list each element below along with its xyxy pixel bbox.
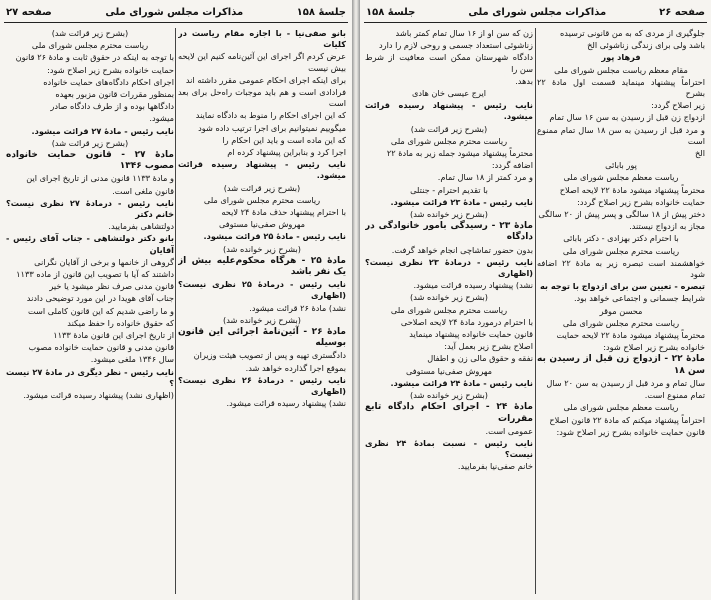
paragraph: ریاست محترم مجلس شورای ملی: [390, 304, 508, 315]
paragraph: (بشرح زیر قرائت شد): [51, 137, 129, 148]
paragraph: نشد) پیشنهاد رسیده قرائت میشود.: [226, 398, 346, 409]
paragraph: قانون ملغی است.: [112, 185, 174, 196]
paragraph: باشد ولی برای زندگی زناشوئی الخ: [587, 40, 705, 51]
paragraph: از تاریخ اجرای این قانون مادهٔ ۱۱۳۳: [53, 330, 174, 341]
page-26: [360, 0, 711, 600]
paragraph: نایب رئیس - پیشنهاد رسیده قرائت میشود.: [365, 100, 533, 122]
paragraph: ایرج عیسی خان هادی: [411, 88, 487, 99]
paragraph: دختر پیش از ۱۸ سالگی و پسر پیش از ۲۰ سالگی: [538, 209, 705, 220]
page-number: صفحه ۲۶: [659, 6, 705, 18]
paragraph: زن که سن او از ۱۶ سال تمام کمتر باشد: [395, 28, 533, 38]
session-number: جلسهٔ ۱۵۸: [296, 6, 346, 18]
paragraph: دادگاهها بوده و از طرف دادگاه صادر: [50, 101, 174, 112]
paragraph: زناشوئی استعداد جسمی و روحی لازم را دارد: [378, 40, 533, 51]
paragraph: اضافه گردد:: [491, 160, 533, 171]
paragraph: شرایط جسمانی و اجتماعی خواهد بود.: [573, 293, 705, 304]
publication-title: مذاکرات مجلس شورای ملی: [105, 6, 244, 18]
text-column-right: [537, 28, 705, 596]
paragraph: نشد) پیشنهاد رسیده قرائت میشود.: [413, 280, 533, 291]
paragraph: داشتند که آیا با تصویب این قانون از ماده ۱۱۳۳: [16, 269, 174, 280]
paragraph: (اظهاری نشد) پیشنهاد رسیده قرائت میشود.: [23, 390, 174, 401]
paragraph: ریاست محترم مجلس شورای ملی: [31, 40, 149, 51]
paragraph: فرهاد پور: [601, 52, 641, 63]
paragraph: با احترام پیشنهاد حذف مادهٔ ۲۴ لایحه: [221, 207, 346, 218]
text-column-right: [178, 28, 346, 596]
paragraph: نایب رئیس - نسبت بمادهٔ ۲۴ نظری نیست؟: [365, 437, 533, 460]
paragraph: عرض کردم اگر اجرای این آئین‌نامه کنیم این لایحه بیش نیست: [178, 51, 346, 73]
paragraph: مادهٔ ۲۶ - آئین‌نامهٔ اجرائی این قانون بوسیله: [178, 327, 346, 349]
paragraph: حمایت خانواده بشرح زیر اصلاح گردد:: [577, 196, 705, 207]
paragraph: (بشرح زیر قرائت شد): [410, 123, 488, 134]
paragraph: (بشرح زیر خوانده شد): [410, 390, 488, 401]
paragraph: نایب رئیس - مادهٔ ۲۷ قرائت میشود.: [31, 125, 174, 136]
paragraph: خانم صفی‌نیا بفرمایید.: [457, 461, 533, 472]
paragraph: مهروش صفی‌نیا مستوفی: [218, 219, 306, 230]
header-rule: [364, 22, 707, 23]
page-header: [6, 4, 346, 20]
paragraph: که این ماده است و باید این احکام را: [222, 134, 346, 145]
paragraph: عمومی است.: [485, 425, 533, 436]
paragraph: دادگستری تهیه و پس از تصویب هیئت وزیران: [193, 350, 346, 361]
paragraph: و مرد قبل از رسیدن به سن ۱۸ سال تمام ممنوع است: [537, 124, 705, 146]
paragraph: نایب رئیس - مادهٔ ۲۳ قرائت میشود.: [390, 196, 533, 207]
paragraph: قانون مدنی و قانون حمایت خانواده مصوب: [28, 342, 174, 353]
paragraph: اجرای احکام دادگاه‌های حمایت خانواده: [43, 76, 174, 87]
column-separator: [535, 28, 536, 594]
paragraph: ریاست محترم مجلس شورای ملی: [562, 245, 680, 256]
paragraph: بدون حضور تماشاچی انجام خواهد گرفت.: [391, 244, 533, 255]
page-27: [0, 0, 352, 600]
paragraph: مقام معظم ریاست مجلس شورای ملی: [554, 64, 688, 75]
book-gutter: [352, 0, 360, 600]
paragraph: احتراماً پیشنهاد میکنم که مادهٔ ۲۲ قانون اصلاح: [549, 414, 705, 425]
paragraph: نایب رئیس - مادهٔ ۲۵ قرائت میشود.: [203, 231, 346, 242]
paragraph: نایب رئیس - نظر دیگری در مادهٔ ۲۷ نیست ؟: [6, 366, 174, 388]
paragraph: نفقه و حقوق مالی زن و اطفال: [427, 353, 533, 364]
paragraph: ریاست معظم مجلس شورای ملی: [563, 172, 679, 183]
paragraph: که حقوق خانواده را حفظ میکند: [67, 317, 174, 328]
column-separator: [175, 28, 176, 594]
paragraph: ازدواج زن قبل از رسیدن به سن ۱۶ سال تمام: [549, 112, 705, 123]
paragraph: نایب رئیس - درمادهٔ ۲۵ نظری نیست؟ (اظهاری: [178, 279, 346, 301]
page-header: [366, 4, 705, 20]
paragraph: محسن موقر: [599, 305, 643, 316]
paragraph: (بشرح زیر قرائت شد): [51, 28, 129, 38]
paragraph: و مرد کمتر از ۱۸ سال تمام.: [437, 172, 533, 183]
paragraph: با توجه به اینکه در حقوق ثابت و مادهٔ ۲۶ قانون: [15, 52, 174, 63]
paragraph: ریاست محترم مجلس شورای ملی: [203, 194, 321, 205]
paragraph: سال ۱۳۴۶ ملغی میشود.: [90, 354, 174, 365]
text-column-left: [365, 28, 533, 596]
paragraph: تمام ممنوع است.: [644, 390, 705, 401]
paragraph: قانون مدنی صرف نظر میشود یا خیر: [49, 281, 174, 292]
paragraph: نایب رئیس - درمادهٔ ۲۶ نظری نیست؟ (اظهاری: [178, 374, 346, 397]
paragraph: با احترام دکتر بهزادی - دکتر بابائی: [563, 233, 679, 244]
paragraph: قانون حمایت خانواده بشرح زیر اصلاح شود:: [556, 426, 705, 437]
publication-title: مذاکرات مجلس شورای ملی: [468, 6, 607, 18]
paragraph: قانون حمایت خانواده پیشنهاد مینماید: [409, 329, 533, 340]
paragraph: برای اینکه اجرای احکام عمومی مقرر داشته اند: [185, 74, 346, 85]
paragraph: مجاز به ازدواج نیستند.: [629, 221, 705, 232]
paragraph: مادهٔ ۲۷ - قانون حمایت خانواده مصوب ۱۳۴۶: [6, 150, 174, 172]
paragraph: ریاست محترم مجلس شورای ملی: [562, 317, 680, 328]
paragraph: محترماً پیشنهاد میشود مادهٔ ۲۲ لایحه اصلاح: [559, 184, 705, 195]
paragraph: میگوییم نمیتوانیم برای اجرا ترتیب داده شود: [198, 122, 346, 133]
paragraph: نایب رئیس - پیشنهاد رسیده قرائت میشود.: [178, 159, 346, 181]
paragraph: بدهد.: [515, 75, 533, 86]
header-rule: [4, 22, 348, 23]
paragraph: بانو دکتر دولتشاهی - جناب آقای رئیس - آقایان: [6, 233, 174, 255]
paragraph: که این اجرای احکام را منوط به دادگاه نمایند: [195, 110, 346, 121]
paragraph: اجرا کرد و بنابراین پیشنهاد کرده ام: [227, 147, 346, 158]
paragraph: جناب آقای هویدا در این مورد توضیحی دادند: [26, 293, 174, 304]
paragraph: نایب رئیس - درمادهٔ ۲۳ نظری نیست؟ (اظهاری: [365, 256, 533, 279]
paragraph: میشود.: [149, 113, 174, 124]
paragraph: فرادادی است و هم باید موجبات راه‌حل برای بعد است: [178, 87, 346, 109]
paragraph: محترماً پیشنهاد میشود مادهٔ ۲۲ لایحه حمایت: [556, 330, 705, 341]
paragraph: با احترام درمورد مادهٔ ۲۴ لایحه اصلاحی: [400, 316, 533, 327]
paragraph: مادهٔ ۲۳ - رسیدگی بامور خانوادگی در دادگاه: [365, 221, 533, 243]
paragraph: (بشرح زیر خوانده شد): [410, 209, 488, 220]
paragraph: (بشرح زیر قرائت شد): [223, 182, 301, 193]
paragraph: نایب رئیس - درمادهٔ ۲۷ نظری نیست؟ خانم دکتر: [6, 197, 174, 220]
paragraph: ریاست معظم مجلس شورای ملی: [563, 402, 679, 413]
paragraph: بمنظور مقررات قانون مزبور بعهده: [55, 89, 174, 100]
paragraph: تبصره - تعیین سن برای ازدواج با توجه به: [539, 281, 705, 292]
paragraph: جلوگیری از مردی که به من قانونی ترسیده: [559, 28, 705, 38]
paragraph: مادهٔ ۲۴ - اجرای احکام دادگاه تابع مقررات: [365, 402, 533, 424]
paragraph: محترماً پیشنهاد میشود جمله زیر به مادهٔ ۲۲: [386, 148, 533, 159]
paragraph: اصلاح بشرح زیر بعمل آید:: [444, 341, 533, 352]
paragraph: با تقدیم احترام - جنتلی: [410, 184, 488, 195]
paragraph: (بشرح زیر خوانده شد): [410, 292, 488, 303]
paragraph: مادهٔ ۲۵ - هرگاه محکوم‌علیه بیش از یک نفر باشد: [178, 255, 346, 278]
paragraph: نشد) مادهٔ ۲۶ قرائت میشود.: [249, 302, 346, 313]
session-number: جلسهٔ ۱۵۸: [366, 6, 416, 18]
paragraph: مادهٔ ۲۲ - ازدواج زن قبل از رسیدن به سن ۱۸: [537, 354, 705, 376]
paragraph: دولتشاهی بفرمایید.: [108, 221, 174, 232]
paragraph: الخ: [694, 148, 705, 159]
paragraph: نایب رئیس - مادهٔ ۲۴ قرائت میشود.: [390, 377, 533, 388]
paragraph: مهروش صفی‌نیا مستوفی: [405, 365, 493, 376]
paragraph: و ما راضی شدیم که این قانون کاملی است: [27, 305, 174, 316]
text-column-left: [6, 28, 174, 596]
paragraph: بموقع اجرا گذارده خواهد شد.: [245, 362, 346, 373]
paragraph: خانواده بشرح زیر اصلاح شود:: [603, 342, 705, 353]
paragraph: و مادهٔ ۱۱۳۳ قانون مدنی از تاریخ اجرای این: [26, 173, 174, 184]
paragraph: گروهی از خانمها و برخی از آقایان نگرانی: [34, 256, 174, 267]
paragraph: حمایت خانواده بشرح زیر اصلاح شود:: [47, 64, 174, 75]
paragraph: خواهشمند است تبصره زیر به مادهٔ ۲۲ اضافه شود: [537, 257, 705, 280]
paragraph: زیر اصلاح گردد:: [651, 100, 705, 111]
paragraph: (بشرح زیر خوانده شد): [223, 314, 301, 325]
paragraph: دادگاه شهرستان ممکن است معافیت از شرط سن را: [365, 52, 533, 74]
paragraph: بانو صفی‌نیا - با اجازه مقام ریاست در کلیات: [178, 28, 346, 50]
paragraph: سال تمام و مرد قبل از رسیدن به سن ۲۰ سال: [546, 377, 705, 388]
paragraph: احتراماً پیشنهاد مینماید قسمت اول مادهٔ ۲۲ بشرح: [537, 76, 705, 99]
paragraph: پور بابائی: [605, 160, 637, 171]
paragraph: ریاست محترم مجلس شورای ملی: [390, 135, 508, 146]
paragraph: (بشرح زیر خوانده شد): [223, 243, 301, 254]
page-number: صفحه ۲۷: [6, 6, 52, 18]
